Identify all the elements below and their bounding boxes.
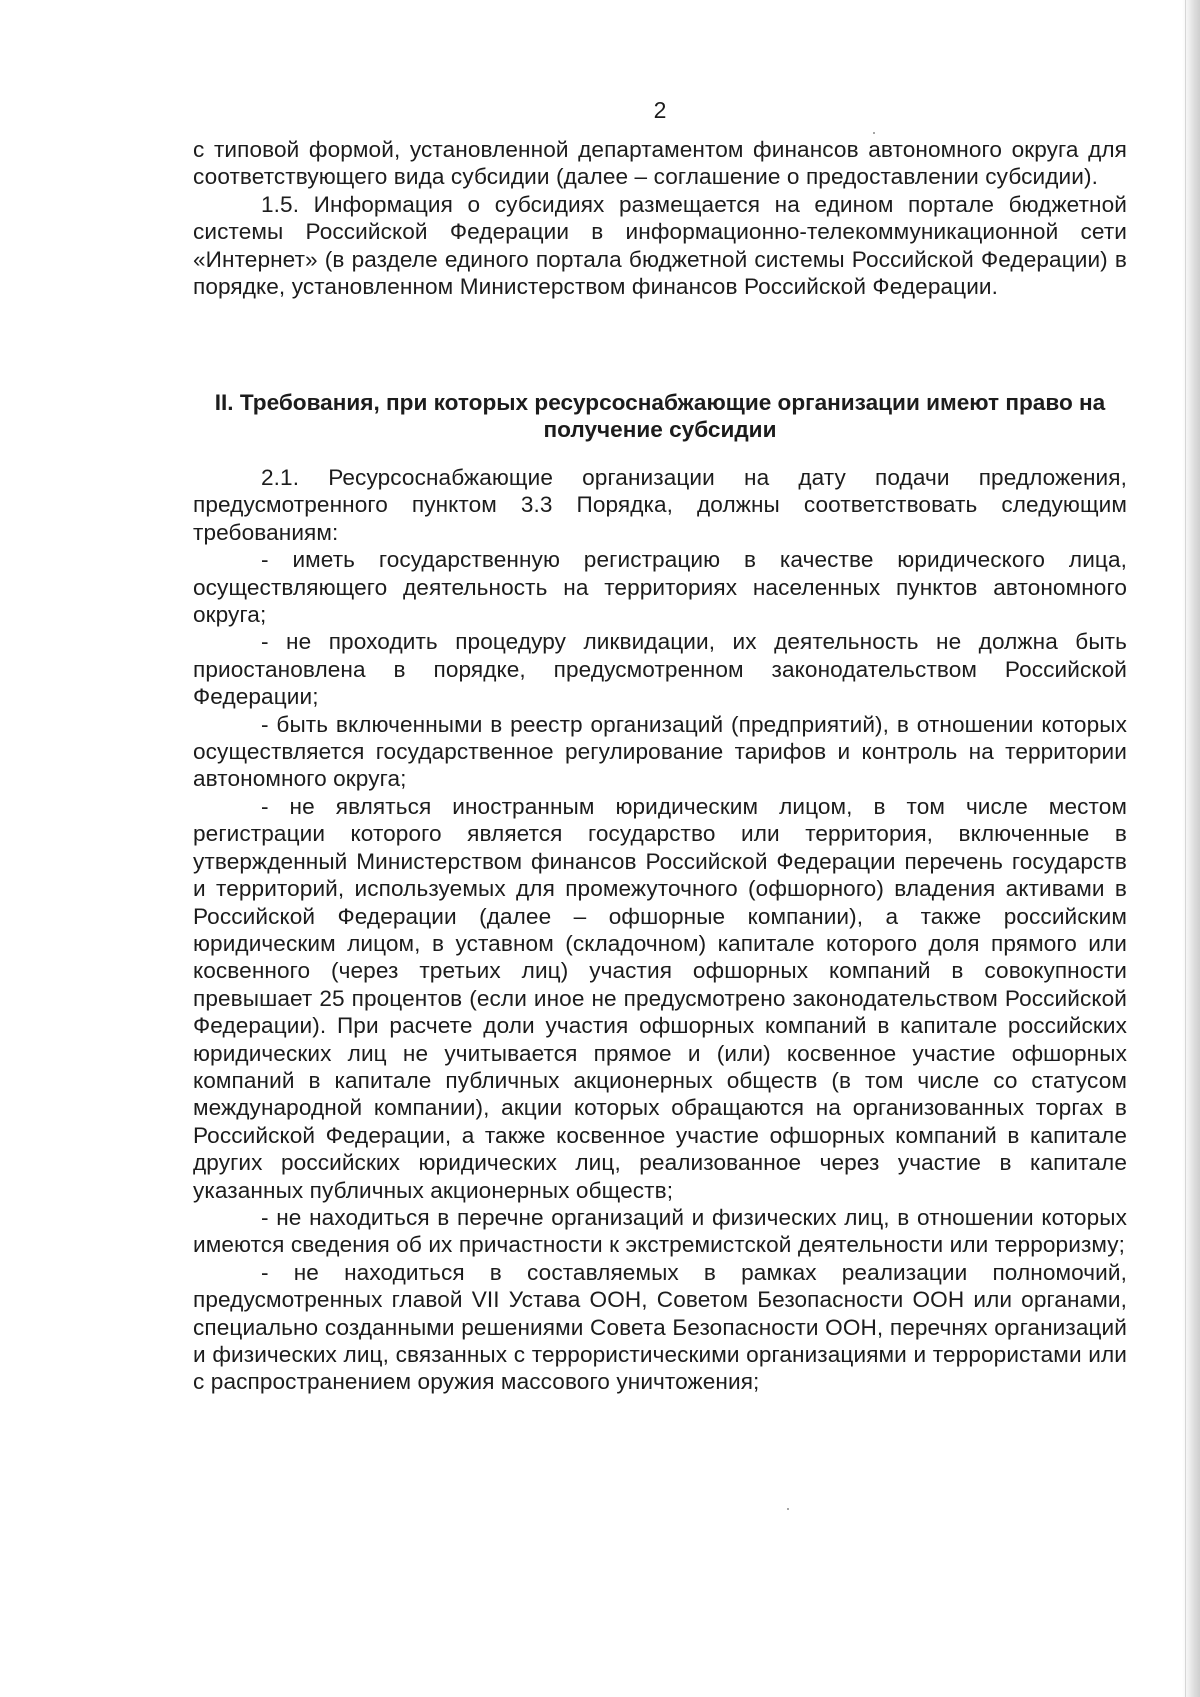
paragraph-continuation: с типовой формой, установленной департаментом финансов автономного округа для соответствующего вида субсидии (далее – соглашение о предоставлении субсидии). bbox=[193, 137, 1127, 190]
requirement-item: - не находиться в перечне организаций и физических лиц, в отношении которых имеются сведения об их причастности к экстремистской деятельности или терроризму; bbox=[193, 1204, 1127, 1258]
paragraph-1-5: 1.5. Информация о субсидиях размещается на едином портале бюджетной системы Российской Федерации в информационно-телекоммуникационной сети «Интернет» (в разделе единого портала бюджетной системы Российской Федерации) в порядке, установленном Министерством финансов Российской Федерации. bbox=[193, 191, 1127, 300]
requirement-item: - иметь государственную регистрацию в качестве юридического лица, осуществляющего деятельность на территориях населенных пунктов автономного округа; bbox=[193, 547, 1127, 628]
paragraph-2-1: 2.1. Ресурсоснабжающие организации на дату подачи предложения, предусмотренного пунктом 3.3 Порядка, должны соответствовать следующим требованиям: bbox=[193, 465, 1127, 545]
section-2-text-block bbox=[193, 464, 1127, 1396]
requirement-item: - не являться иностранным юридическим лицом, в том числе местом регистрации которого является государство или территория, включенные в утвержденный Министерством финансов Российской Федерации перечень государств и территорий, используемых для промежуточного (офшорного) владения активами в Российской Федерации (далее – офшорные компании), а также российским юридическим лицом, в уставном (складочном) капитале которого доля прямого или косвенного (через третьих лиц) участия офшорных компаний в совокупности превышает 25 процентов (если иное не предусмотрено законодательством Российской Федерации). При расчете доли участия офшорных компаний в капитале российских юридических лиц не учитывается прямое и (или) косвенное участие офшорных компаний в капитале публичных акционерных обществ (в том числе со статусом международной компании), акции которых обращаются на организованных торгах в Российской Федерации, а также косвенное участие офшорных компаний в капитале других российских юридических лиц, реализованное через участие в капитале указанных публичных акционерных обществ; bbox=[193, 793, 1127, 1203]
scan-page-edge-line bbox=[1185, 0, 1186, 1697]
scan-speck bbox=[873, 132, 875, 134]
requirement-item: - быть включенными в реестр организаций (предприятий), в отношении которых осуществляется государственное регулирование тарифов и контроль на территории автономного округа; bbox=[193, 711, 1127, 792]
scan-speck bbox=[787, 1508, 789, 1510]
requirement-item: - не проходить процедуру ликвидации, их деятельность не должна быть приостановлена в порядке, предусмотренном законодательством Российской Федерации; bbox=[193, 629, 1127, 710]
section-heading: II. Требования, при которых ресурсоснабжающие организации имеют право на получение субсидии bbox=[214, 390, 1106, 443]
requirement-item: - не находиться в составляемых в рамках реализации полномочий, предусмотренных главой VII Устава ООН, Советом Безопасности ООН или органами, специально созданными решениями Совета Безопасности ООН, перечнях организаций и физических лиц, связанных с террористическими организациями и террористами или с распространением оружия массового уничтожения; bbox=[193, 1259, 1127, 1395]
page-number: 2 bbox=[653, 97, 667, 123]
intro-text-block bbox=[193, 136, 1127, 300]
